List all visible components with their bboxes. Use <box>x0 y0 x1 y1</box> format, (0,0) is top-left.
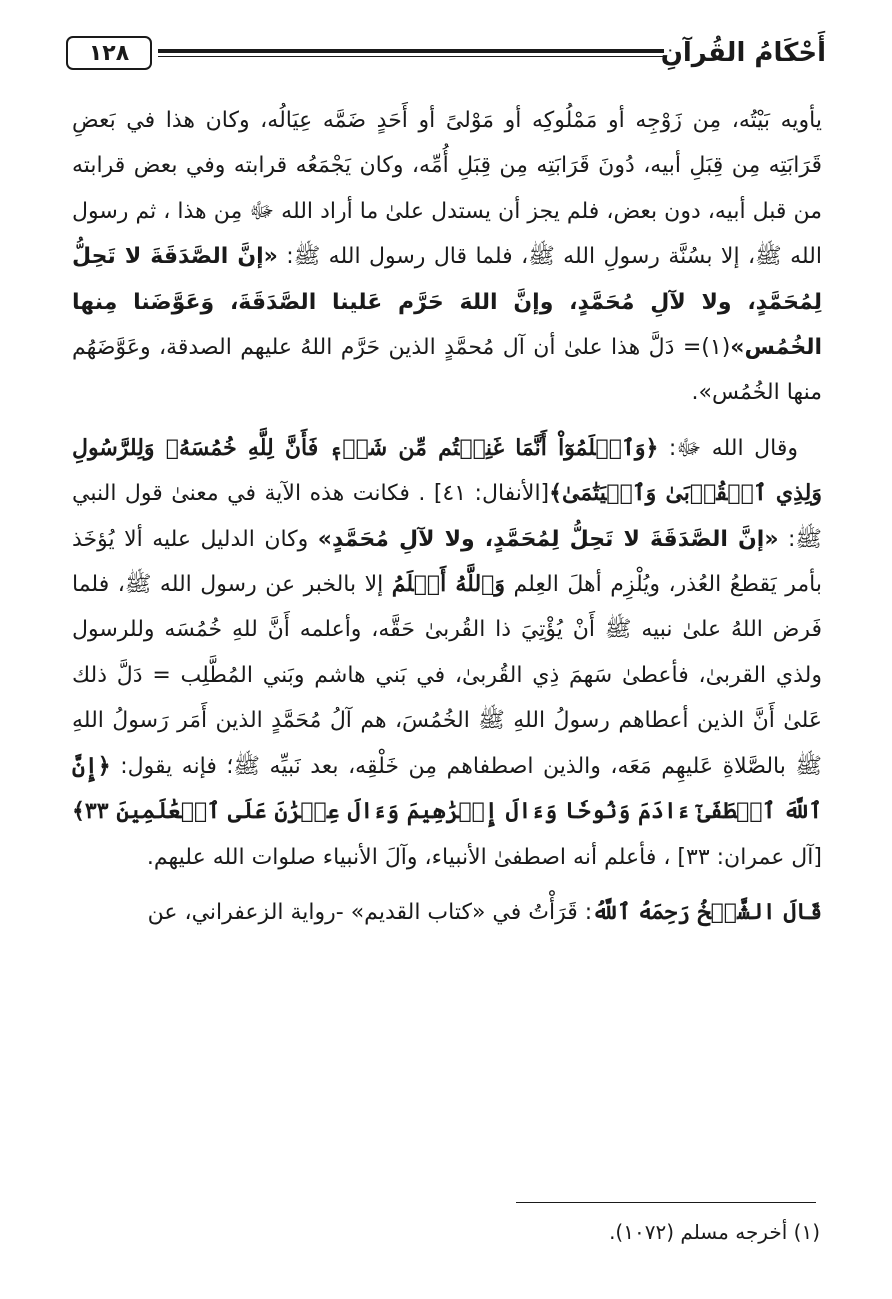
text-segment: يأويه بَيْتُه، مِن زَوْجِه أو مَمْلُوكِه أو مَوْلىً أو أَحَدٍ ضَمَّه عِيَالُه، وكان هذا في بَعضِ قَرَابَتِه مِن قِبَلِ أبيه، دُونَ قَرَابَتِه مِن قِبَلِ أُمِّه، وكان يَجْمَعُه قرابته وفي بعض قرابته من قبل أبيه، دون بعض، فلم يجز أن يستدل علىٰ ما أراد الله ﷻ مِن هذا ، ثم رسول الله ﷺ، إلا بسُنَّة رسولِ الله ﷺ، فلما قال رسول الله ﷺ: <box>72 108 822 270</box>
text-segment: وكان الدليل عليه ألا يُؤخَذ بأمر يَقطعُ العُذر، ويُلْزِم أهلَ العِلم <box>72 526 822 598</box>
footnote: (١) أخرجه مسلم (١٠٧٢). <box>609 1220 820 1244</box>
paragraph-1 <box>72 98 822 416</box>
paragraph-2 <box>72 426 822 880</box>
book-title: أَحْكَامُ القُرآنِ <box>660 38 826 68</box>
hadith-quote: «إنَّ الصَّدَقَةَ لا تَحِلُّ لِمُحَمَّدٍ، ولا لآلِ مُحَمَّدٍ» <box>317 526 779 552</box>
paragraph-3 <box>72 890 822 935</box>
quran-verse: ﴿وَٱعۡلَمُوٓاْ أَنَّمَا غَنِمۡتُم مِّن شَيۡءٖ فَأَنَّ لِلَّهِ خُمُسَهُۥ وَلِلرَّسُولِ وَلِذِي ٱلۡقُرۡبَىٰ وَٱلۡيَتَٰمَىٰ﴾ <box>72 434 822 507</box>
header-rule <box>158 49 664 57</box>
quran-phrase: وَٱللَّهُ أَعۡلَمُ <box>391 571 505 598</box>
page-header <box>66 32 826 80</box>
text-segment: [الأنفال: ٤١] . فكانت هذه الآية في معنىٰ قول النبي ﷺ: <box>72 481 823 552</box>
text-segment: [آل عمران: ٣٣] ، فأعلم أنه اصطفىٰ الأنبياء، وآلَ الأنبياء صلوات الله عليهم. <box>146 844 822 870</box>
hadith-quote: «إنَّ الصَّدَقَةَ لا تَحِلُّ لِمُحَمَّدٍ، ولا لآلِ مُحَمَّدٍ، وإنَّ اللهَ حَرَّم عَلينا الصَّدَقَةَ، وَعَوَّضَنا مِنها الخُمُس» <box>72 244 822 361</box>
page-number-box <box>66 36 152 70</box>
speaker-label: قَالَ الشَّيۡخُ رَحِمَهُ ٱللَّهُ <box>592 898 822 925</box>
footnote-separator <box>516 1202 816 1203</box>
text-segment: إلا بالخبر عن رسول الله ﷺ، فلما فَرض اللهُ علىٰ نبيه ﷺ أَنْ يُؤْتِيَ ذا القُربىٰ حَقَّه، وأعلمه أَنَّ للهِ خُمُسَه وللرسول ولذي القربىٰ، فأعطىٰ سَهمَ ذِي القُربىٰ، في بَني هاشم وبَني المُطَّلِب = دَلَّ ذلك عَلىٰ أَنَّ الذين أعطاهم رسولُ اللهِ ﷺ الخُمُسَ، هم آلُ مُحَمَّدٍ الذين أَمَر رَسولُ اللهِ ﷺ بالصَّلاةِ عَليهِم مَعَه، والذين اصطفاهم مِن خَلْقِه، بعد نَبيِّه ﷺ؛ فإنه يقول: <box>72 572 822 779</box>
text-segment: وقال الله ﷻ: <box>658 435 798 461</box>
text-segment: (١)= دَلَّ هذا علىٰ أن آل مُحمَّدٍ الذين حَرَّم اللهُ عليهم الصدقة، وعَوَّضَهُم منها الخُمُس». <box>72 335 822 406</box>
page-number: ١٢٨ <box>88 40 130 66</box>
quran-verse: ﴿إِنَّ ٱللَّهَ ٱصۡطَفَىٰٓ ءَادَمَ وَنُوحٗا وَءَالَ إِبۡرَٰهِيمَ وَءَالَ عِمۡرَٰنَ عَلَى ٱلۡعَٰلَمِينَ ٣٣﴾ <box>72 752 822 825</box>
text-segment: : قَرَأْتُ في «كتاب القديم» -رواية الزعفراني، عن <box>147 899 593 925</box>
page-body <box>72 98 822 945</box>
